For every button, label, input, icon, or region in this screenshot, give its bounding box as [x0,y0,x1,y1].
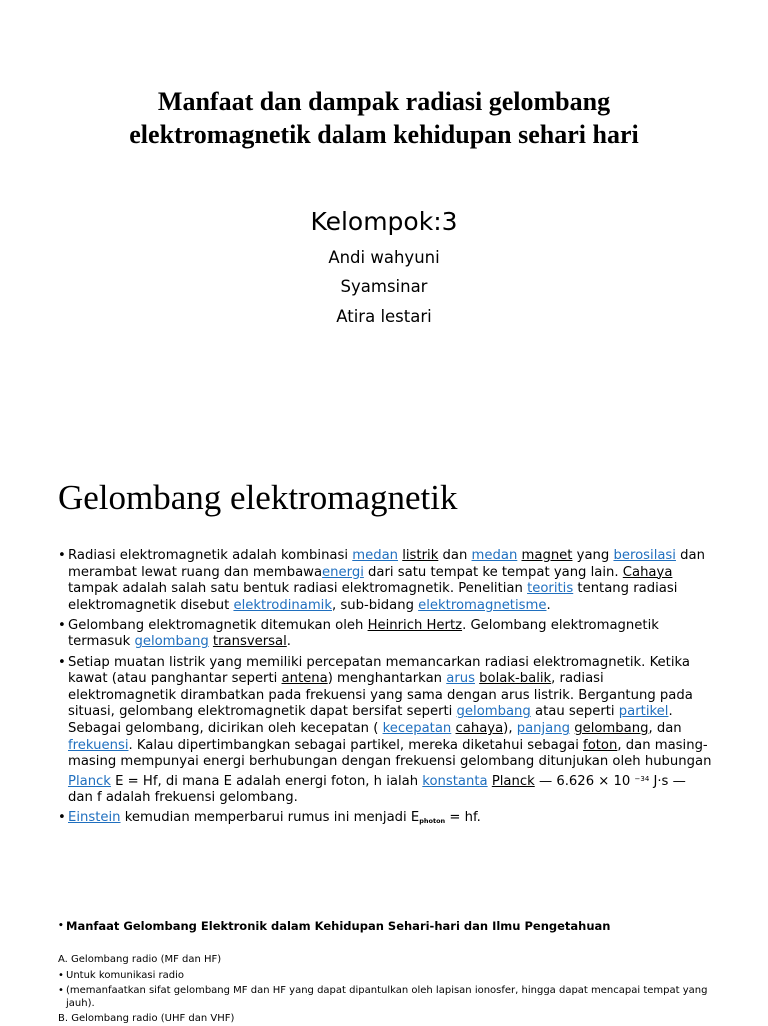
title-line-1: Manfaat dan dampak radiasi gelombang [157,87,611,116]
subscript: photon [419,817,446,826]
link-planck[interactable]: Planck [68,773,111,789]
text: , dan [648,720,682,736]
text: Setiap muatan listrik yang memiliki percepatan memancarkan radiasi elektromagnetik. Ketika kawat (atau panghantar seperti [68,654,690,687]
bullet-item [58,548,713,614]
link-frekuensi[interactable]: frekuensi [68,737,129,753]
text: — 6.626 × 10 [534,773,635,789]
benefits-section [58,954,738,1026]
text: Gelombang elektromagnetik ditemukan oleh [68,617,368,633]
link-medan[interactable]: medan [352,548,399,563]
bullet-item [58,919,611,933]
page-title [0,85,768,151]
text: . Kalau dipertimbangkan sebagai partikel, mereka diketahui sebagai [128,737,584,753]
link-konstanta[interactable]: konstanta [422,773,488,789]
link-arus[interactable]: arus [446,671,475,687]
text: atau seperti [530,704,619,720]
text: dari satu tempat ke tempat yang lain. [363,564,623,580]
link-foton[interactable]: foton [583,737,618,753]
link-elektrodinamik[interactable]: elektrodinamik [233,597,332,613]
text: = hf. [445,810,481,826]
group-label: Kelompok:3 [310,207,458,236]
bullet-item [58,618,713,651]
link-planck[interactable]: Planck [491,773,535,789]
link-energi[interactable]: energi [322,564,364,580]
text: ) menghantarkan [327,671,447,687]
member-name: Atira lestari [336,307,432,326]
link-magnet[interactable]: magnet [521,548,573,563]
link-gelombang[interactable]: gelombang [456,704,531,720]
link-gelombang[interactable]: gelombang [574,720,649,736]
section-heading: Gelombang elektromagnetik [58,478,458,517]
link-berosilasi[interactable]: berosilasi [613,548,676,563]
link-heinrich-hertz[interactable]: Heinrich Hertz [367,617,463,633]
text: E = Hf, di mana E adalah energi foton, h ialah [110,773,423,789]
text: . [546,597,551,613]
link-elektromagnetisme[interactable]: elektromagnetisme [418,597,547,613]
link-listrik[interactable]: listrik [402,548,439,563]
link-partikel[interactable]: partikel [618,704,669,720]
text: J·s — dan f adalah frekuensi gelombang. [68,773,686,806]
link-einstein[interactable]: Einstein [68,810,121,826]
section-heading [58,919,738,933]
text: Manfaat Gelombang Elektronik dalam Kehidupan Sehari-hari dan Ilmu Pengetahuan [66,919,611,933]
bullet-item [58,810,713,830]
bullet-glyph: • [58,921,64,931]
text: yang [572,548,614,563]
text: dan merambat lewat ruang dan membawa [68,548,705,580]
link-bolak-balik[interactable]: bolak-balik [479,671,552,687]
text: Radiasi elektromagnetik adalah kombinasi [68,548,353,563]
link-kecepatan[interactable]: kecepatan [382,720,452,736]
title-line-2: elektromagnetik dalam kehidupan sehari hari [129,120,639,149]
text: , radiasi elektromagnetik dirambatkan pada frekuensi yang sama dengan arus listrik. Bergantung pada situasi, gelombang elektromagnetik dapat bersifat seperti [68,671,693,720]
member-name: Syamsinar [340,277,428,296]
link-teoritis[interactable]: teoritis [527,581,574,597]
text: tampak adalah salah satu bentuk radiasi elektromagnetik. Penelitian [68,581,528,597]
link-cahaya[interactable]: Cahaya [622,564,673,580]
text: . Sebagai gelombang, dicirikan oleh kecepatan ( [68,704,673,736]
link-antena[interactable]: antena [281,671,328,687]
text: tentang radiasi elektromagnetik disebut [68,581,678,613]
text: . Gelombang elektromagnetik termasuk [68,617,659,650]
link-cahaya[interactable]: cahaya [455,720,504,736]
list-item: A. Gelombang radio (MF dan HF) [58,954,222,965]
text: , dan masing-masing mempunyai energi berhubungan dengan frekuensi gelombang ditunjukan oleh hubungan [68,737,712,770]
list-item: B. Gelombang radio (UHF dan VHF) [58,1013,235,1024]
bullet-list [58,548,713,834]
text: kemudian memperbarui rumus ini menjadi E [120,810,420,826]
text: . [286,634,291,650]
link-panjang[interactable]: panjang [516,720,570,736]
bullet-item: • (memanfaatkan sifat gelombang MF dan HF yang dapat dipantulkan oleh lapisan ionosfer, hingga dapat mencapai tempat yang jauh). [58,985,738,1010]
link-medan[interactable]: medan [471,548,518,563]
bullet-item [58,655,713,807]
link-gelombang[interactable]: gelombang [134,634,209,650]
link-transversal[interactable]: transversal [212,634,287,650]
exponent: −34 [634,774,650,783]
bullet-item: • Untuk komunikasi radio [58,970,738,983]
text: , sub-bidang [331,597,419,613]
member-name: Andi wahyuni [328,248,440,267]
text: dan [438,548,472,563]
text: ), [503,720,517,736]
